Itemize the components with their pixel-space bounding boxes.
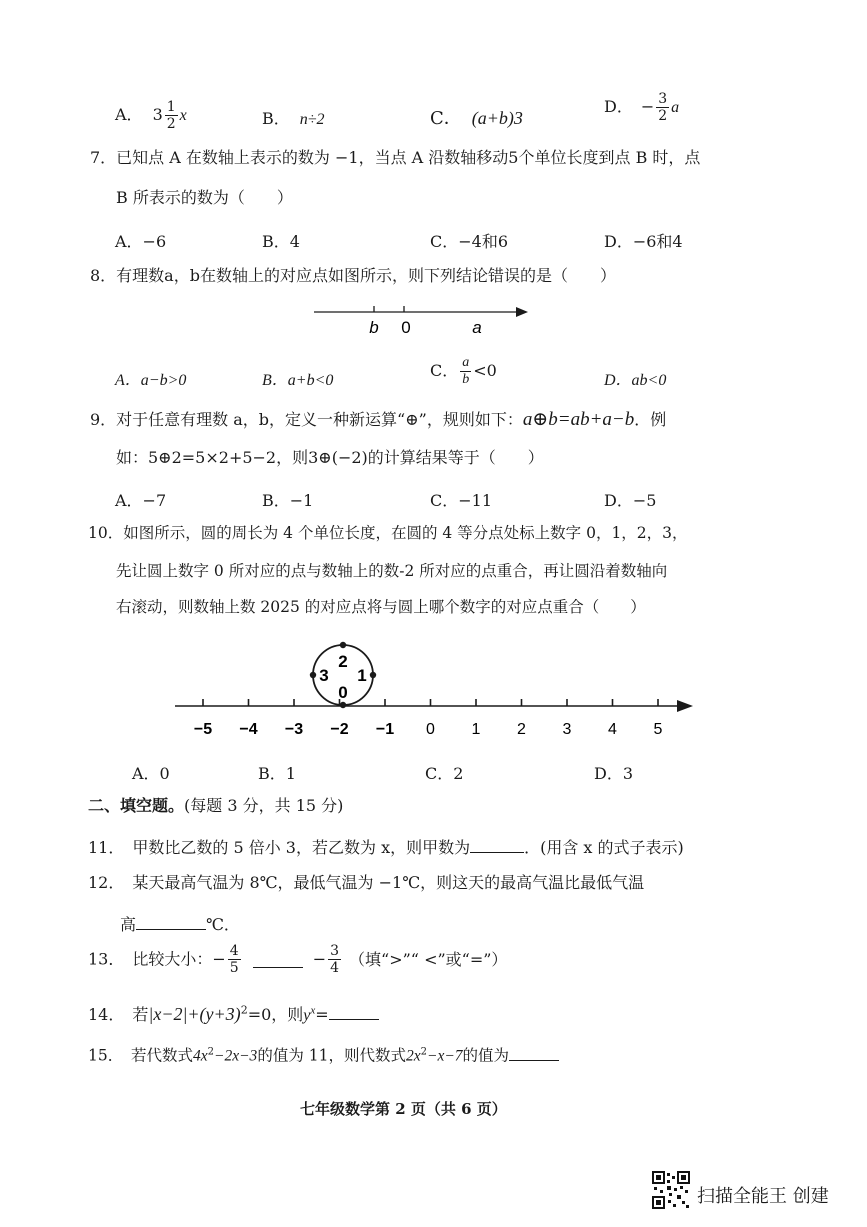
qr-code-icon [652, 1171, 690, 1209]
fraction-numerator: 1 [166, 99, 176, 115]
axis-tick-label: −5 [193, 721, 213, 738]
fraction-numerator: 4 [229, 943, 239, 959]
fraction-right [328, 944, 341, 975]
axis-arrow [677, 700, 693, 712]
expression-2: 2x [405, 1047, 421, 1065]
option-label: C． [430, 361, 459, 380]
q6-option-d [604, 92, 679, 123]
q9-option-a: A．−7 [115, 491, 167, 510]
option-label: B． [262, 109, 290, 128]
power-exponent: x [310, 1004, 316, 1017]
circle-label-2: 2 [338, 652, 348, 671]
q12-text: 高 [120, 915, 137, 934]
axis-ticks [203, 699, 658, 706]
option-label: A． [115, 105, 143, 124]
expression-1: 4x [192, 1047, 208, 1065]
fraction [656, 92, 669, 123]
q11-text: 11． 甲数比乙数的 5 倍小 3，若乙数为 x，则甲数为 [88, 838, 471, 857]
q9-line2: 如：5⊕2=5×2+5−2，则3⊕(−2)的计算结果等于（ ） [116, 448, 544, 467]
answer-blank[interactable] [509, 1044, 559, 1061]
section-note: (每题 3 分，共 15 分) [184, 796, 344, 815]
axis-tick-label: −4 [239, 721, 258, 738]
fraction-left [228, 944, 241, 975]
section-heading [88, 798, 343, 814]
q15-suffix: 的值为 [462, 1046, 510, 1065]
fraction-denominator: 5 [229, 960, 239, 976]
q9-formula: a⊕b=ab+a−b [522, 409, 635, 430]
option-label: C． [430, 108, 462, 129]
circle-label-0: 0 [338, 683, 348, 702]
q10-line3: 右滚动，则数轴上数 2025 的对应点将与圆上哪个数字的对应点重合（ ） [116, 598, 646, 616]
q6-option-a [115, 100, 187, 131]
axis-tick-label: 5 [653, 721, 663, 738]
power-base: y [303, 1007, 311, 1024]
minus-sign: − [312, 949, 327, 969]
axis-tick-label: 3 [562, 721, 572, 738]
q10-option-b: B．1 [258, 764, 296, 783]
option-text: n÷2 [299, 111, 325, 128]
circle-label-3: 3 [319, 666, 329, 685]
q6-option-b [262, 106, 325, 129]
q9-option-b: B．−1 [262, 491, 314, 510]
fraction-numerator: 3 [330, 943, 340, 959]
option-label: D． [604, 97, 633, 116]
minus-sign: − [212, 949, 226, 969]
mixed-whole: 3 [152, 105, 163, 124]
q14-mid: =0，则 [247, 1005, 304, 1024]
axis-tick-labels [194, 721, 663, 738]
q13 [88, 944, 507, 975]
q7-option-c: C．−4和6 [430, 232, 509, 251]
q14-text: 14． 若 [88, 1005, 149, 1024]
exponent: 2 [240, 1003, 248, 1017]
q13-suffix: （填“>”“ <”或“=”） [349, 949, 508, 969]
q10-option-d: D．3 [594, 764, 634, 783]
fraction-denominator: 2 [658, 108, 668, 124]
fraction-denominator: 4 [330, 960, 340, 976]
axis-tick-label: 1 [471, 721, 481, 738]
answer-blank[interactable] [253, 951, 303, 968]
axis-tick-label: −2 [330, 721, 349, 738]
axis-arrow [516, 307, 528, 317]
exponent: 2 [207, 1046, 214, 1058]
q11-suffix: ．(用含 x 的式子表示) [524, 838, 684, 857]
axis-tick-label: −1 [375, 721, 395, 738]
q8-stem: 8．有理数a，b在数轴上的对应点如图所示，则下列结论错误的是（ ） [90, 266, 616, 285]
answer-blank[interactable] [470, 836, 524, 853]
q10-figure [165, 638, 705, 750]
circle-point-3 [310, 672, 316, 678]
variable: a [671, 99, 680, 116]
exponent: 2 [420, 1046, 427, 1058]
q15 [88, 1044, 559, 1064]
q10-option-a: A．0 [132, 764, 170, 783]
minus-sign: − [640, 97, 655, 116]
page-footer: 七年级数学第 2 页（共 6 页） [300, 1100, 507, 1118]
q8-option-d: D．ab<0 [604, 372, 667, 389]
q12-line1: 12． 某天最高气温为 8℃，最低气温为 −1℃，则这天的最高气温比最低气温 [88, 873, 645, 892]
option-text: <0 [473, 361, 497, 380]
q9-text-suffix: ．例 [634, 410, 667, 429]
expression-2-rest: −x−7 [426, 1047, 463, 1065]
label-b: b [369, 318, 379, 337]
q6-option-c [430, 104, 523, 130]
q13-text: 13． 比较大小： [88, 949, 213, 969]
q9-option-d: D．−5 [604, 491, 657, 510]
fraction [165, 100, 178, 131]
q10-line2: 先让圆上数字 0 所对应的点与数轴上的数-2 所对应的点重合，再让圆沿着数轴向 [116, 562, 668, 580]
fraction-numerator: 3 [658, 91, 668, 107]
option-text: (a+b)3 [471, 108, 523, 128]
q8-option-c [430, 356, 497, 387]
q9-option-c: C．−11 [430, 491, 493, 510]
q14 [88, 1003, 379, 1024]
q7-line1: 7．已知点 A 在数轴上表示的数为 −1，当点 A 沿数轴移动5个单位长度到点 B 时，点 [90, 148, 701, 167]
label-0: 0 [401, 318, 411, 337]
q8-option-b: B．a+b<0 [262, 372, 334, 389]
q14-expression: |x−2|+(y+3) [148, 1004, 241, 1024]
axis-tick-label: 0 [426, 721, 435, 738]
q12-suffix: ℃． [206, 915, 240, 934]
q15-text: 15． 若代数式 [88, 1046, 193, 1065]
answer-blank[interactable] [329, 1003, 379, 1020]
q11 [88, 836, 684, 856]
circle-label-1: 1 [357, 666, 367, 685]
circle-point-1 [370, 672, 376, 678]
q7-option-a: A．−6 [115, 232, 167, 251]
q9-text: 9．对于任意有理数 a，b，定义一种新运算“⊕”，规则如下： [90, 410, 523, 429]
circle-point-0 [340, 702, 346, 708]
axis-tick-label: 4 [608, 721, 617, 738]
q7-option-d: D．−6和4 [604, 232, 683, 251]
axis-tick-label: 2 [517, 721, 526, 738]
q8-option-a: A．a−b>0 [115, 372, 187, 389]
label-a: a [472, 318, 482, 337]
q15-mid: 的值为 11，则代数式 [257, 1046, 406, 1065]
equals-sign: = [315, 1005, 329, 1024]
fraction-denominator: b [462, 372, 470, 387]
q8-number-line [300, 296, 540, 341]
q10-option-c: C．2 [425, 764, 464, 783]
watermark-text: 扫描全能王 创建 [697, 1186, 829, 1207]
circle-point-2 [340, 642, 346, 648]
expression-1-rest: −2x−3 [214, 1047, 258, 1065]
q10-line1: 10．如图所示，圆的周长为 4 个单位长度，在圆的 4 等分点处标上数字 0，1，2，3， [88, 524, 688, 542]
section-title: 二、填空题。 [88, 796, 185, 815]
axis-tick-label: −3 [284, 721, 304, 738]
fraction-numerator: a [462, 355, 470, 370]
answer-blank[interactable] [136, 913, 206, 930]
q7-line2: B 所表示的数为（ ） [116, 188, 293, 207]
q12-line2 [120, 913, 240, 933]
fraction-denominator: 2 [166, 116, 176, 132]
q9-line1 [90, 410, 666, 429]
variable: x [179, 107, 187, 124]
fraction [460, 356, 471, 387]
q7-option-b: B．4 [262, 232, 300, 251]
